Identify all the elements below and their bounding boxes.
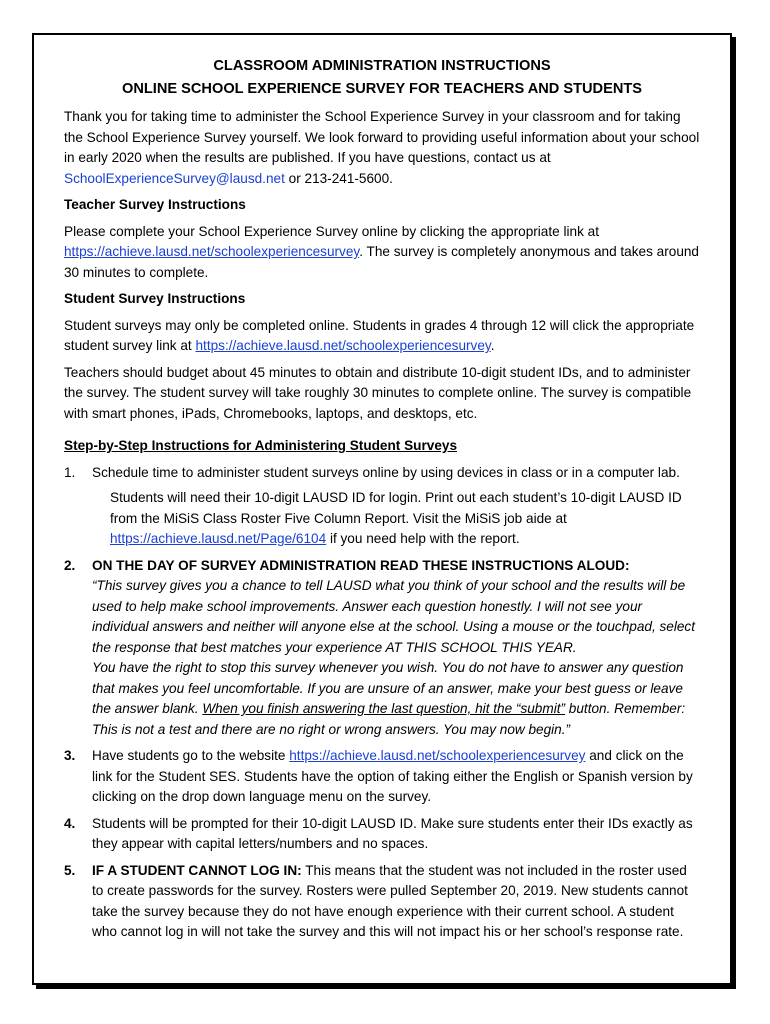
teacher-survey-link[interactable]: https://achieve.lausd.net/schoolexperiencesurvey: [64, 244, 360, 259]
step-5-bold-lead: IF A STUDENT CANNOT LOG IN:: [92, 862, 302, 878]
intro-paragraph: [64, 107, 700, 189]
student-text-after: .: [490, 338, 495, 353]
step-3-text: Have students go to the website: [92, 748, 286, 763]
step-5-number: 5.: [64, 862, 76, 878]
step-2-quote-part-1: “This survey gives you a chance to tell LAUSD what you think of your school and the results will be used to help make school improvements. Answer each question honestly. I will not see your individual answers and neither will anyone else at the school. Using a mouse or the touchpad, select the response that best matches your experience AT THIS SCHOOL THIS YEAR.: [92, 578, 696, 655]
step-2: [64, 556, 700, 741]
step-4-text: Students will be prompted for their 10-digit LAUSD ID. Make sure students enter their IDs exactly as they appear with capital letters/numbers and no spaces.: [92, 815, 693, 851]
misis-job-aide-link[interactable]: https://achieve.lausd.net/Page/6104: [110, 531, 327, 546]
step-1-text: Schedule time to administer student surveys online by using devices in class or in a computer lab.: [92, 464, 680, 480]
step-2-quote-part-2: You have the right to stop this survey whenever you wish. You do not have to answer any question that makes you feel uncomfortable. If you are unsure of an answer, make your best guess or leave the answer blank.: [92, 660, 684, 716]
title-line-2: ONLINE SCHOOL EXPERIENCE SURVEY FOR TEACHERS AND STUDENTS: [121, 81, 643, 97]
intro-phone: or 213-241-5600.: [288, 170, 393, 186]
teacher-text-after: . The survey is completely anonymous and takes around 30 minutes to complete.: [64, 244, 699, 280]
step-3-survey-link[interactable]: https://achieve.lausd.net/schoolexperiencesurvey: [289, 748, 586, 763]
step-1: [64, 463, 700, 484]
step-2-quote-underlined: When you finish answering the last question, hit the “submit”: [202, 701, 566, 716]
title-line-1: CLASSROOM ADMINISTRATION INSTRUCTIONS: [213, 58, 551, 74]
step-1-detail-after: if you need help with the report.: [329, 531, 520, 546]
student-paragraph-1: [64, 316, 700, 357]
teacher-heading: Teacher Survey Instructions: [64, 197, 246, 212]
step-1-detail: [64, 488, 700, 550]
document-frame: [32, 33, 732, 985]
step-3: [64, 746, 700, 808]
step-1-number: 1.: [64, 464, 76, 480]
student-survey-link[interactable]: https://achieve.lausd.net/schoolexperiencesurvey: [195, 338, 491, 353]
teacher-text: Please complete your School Experience Survey online by clicking the appropriate link at: [64, 223, 599, 239]
teacher-paragraph: [64, 222, 700, 284]
step-2-number: 2.: [64, 557, 76, 573]
contact-email-link[interactable]: SchoolExperienceSurvey@lausd.net: [64, 170, 285, 186]
student-text: Student surveys may only be completed online. Students in grades 4 through 12 will click the appropriate student survey link at: [64, 317, 695, 353]
document-body: [64, 55, 700, 943]
step-2-heading: ON THE DAY OF SURVEY ADMINISTRATION READ THESE INSTRUCTIONS ALOUD:: [92, 557, 630, 573]
step-3-text-after: and click on the link for the Student SES. Students have the option of taking either the English or Spanish version by clicking on the drop down language menu on the survey.: [92, 748, 693, 804]
student-heading: Student Survey Instructions: [64, 291, 246, 306]
step-5-text: This means that the student was not included in the roster used to create passwords for the survey. Rosters were pulled September 20, 2019. New students cannot take the survey because they do not have enough experience with their current school. A student who cannot log in will not take the survey and this will not impact his or her school’s response rate.: [92, 862, 688, 939]
student-paragraph-2: Teachers should budget about 45 minutes to obtain and distribute 10-digit student IDs, and to administer the survey. The student survey will take roughly 30 minutes to complete online. The survey is compatible with smart phones, iPads, Chromebooks, laptops, and desktops, etc.: [64, 364, 692, 421]
steps-heading: Step-by-Step Instructions for Administering Student Surveys: [64, 438, 458, 453]
intro-text: Thank you for taking time to administer the School Experience Survey in your classroom and for taking the School Experience Survey yourself. We look forward to providing useful information about your school in early 2020 when the results are published. If you have questions, contact us at: [64, 109, 700, 165]
step-4-number: 4.: [64, 815, 76, 831]
step-2-quote-part-3: button. Remember: This is not a test and there are no right or wrong answers. You may now begin.”: [92, 701, 686, 737]
step-4: [64, 814, 700, 855]
step-1-detail-text: Students will need their 10-digit LAUSD ID for login. Print out each student’s 10-digit LAUSD ID from the MiSiS Class Roster Five Column Report. Visit the MiSiS job aide at: [110, 490, 682, 526]
step-5: [64, 861, 700, 943]
step-3-number: 3.: [64, 748, 76, 763]
